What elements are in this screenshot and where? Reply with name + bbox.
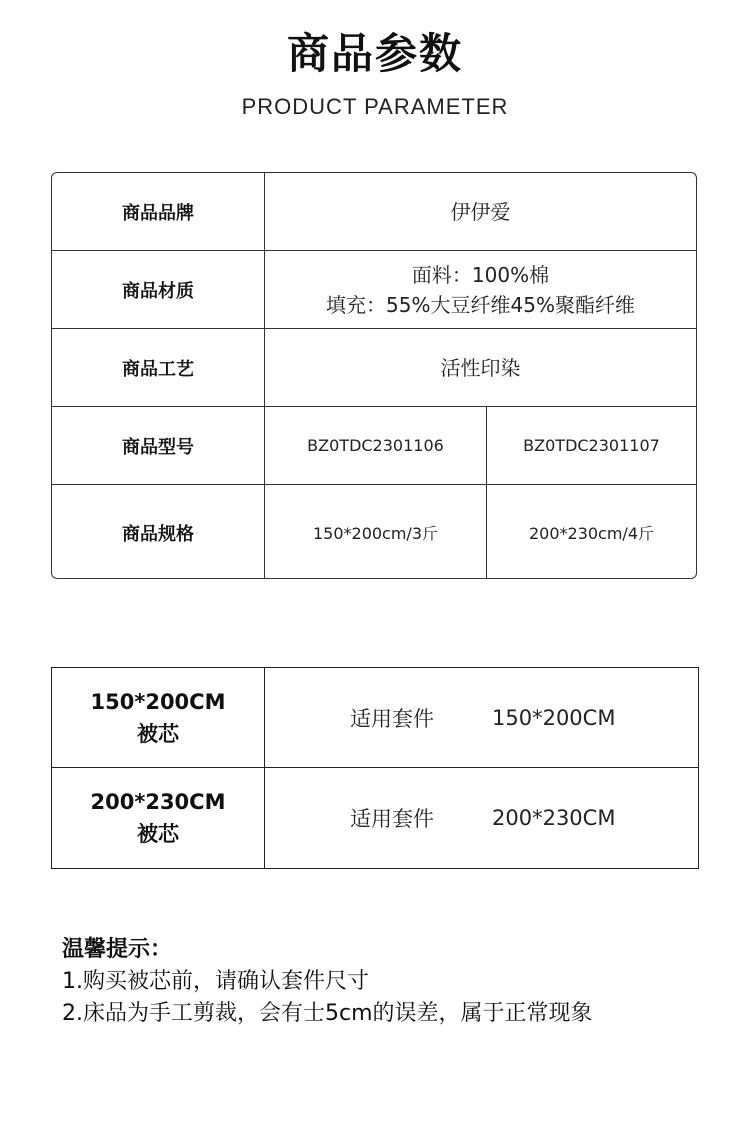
- page-title: 商品参数: [286, 29, 463, 78]
- param-value-craft: 活性印染: [440, 355, 521, 380]
- param-label-model: 商品型号: [52, 407, 265, 484]
- param-value-model-1: BZ0TDC2301106: [265, 407, 487, 484]
- param-value-spec-2: 200*230cm/4斤: [528, 524, 655, 543]
- size-product-name: 被芯: [137, 822, 179, 846]
- size-fit-label: 适用套件: [350, 706, 434, 731]
- param-row-spec: [52, 485, 696, 579]
- size-product-name: 被芯: [137, 721, 179, 746]
- material-fabric: 面料：100%棉: [411, 262, 550, 287]
- param-row-craft: [52, 329, 696, 407]
- size-fit-value: 200*230CM: [492, 806, 616, 830]
- param-label-brand: 商品品牌: [52, 173, 265, 250]
- material-filling: 填充：55%大豆纤维45%聚酯纤维: [326, 292, 635, 317]
- size-label: [52, 668, 265, 767]
- page-subtitle: PRODUCT PARAMETER: [241, 94, 509, 119]
- param-value-material: [265, 251, 696, 328]
- size-fit-value: 150*200CM: [492, 705, 616, 730]
- size-fit-label: 适用套件: [350, 807, 434, 831]
- size-row: [52, 668, 698, 768]
- param-label-craft: 商品工艺: [52, 329, 265, 406]
- param-value-brand: 伊伊爱: [450, 199, 511, 224]
- parameter-table: [51, 172, 697, 579]
- tips-section: [62, 934, 722, 1030]
- size-fit: [265, 768, 698, 868]
- tips-line-1: 1.购买被芯前，请确认套件尺寸: [62, 969, 369, 994]
- tips-title: 温馨提示：: [62, 937, 173, 962]
- size-table: [51, 667, 699, 869]
- tips-line-2: 2.床品为手工剪裁，会有士5cm的误差，属于正常现象: [62, 1001, 593, 1026]
- size-fit: [265, 668, 698, 767]
- size-dimension: 200*230CM: [90, 790, 226, 814]
- param-row-brand: [52, 173, 696, 251]
- size-label: [52, 768, 265, 868]
- size-row: [52, 768, 698, 868]
- param-value-model-2: BZ0TDC2301107: [523, 436, 660, 455]
- param-value-spec-1: 150*200cm/3斤: [265, 485, 487, 579]
- param-row-model: [52, 407, 696, 485]
- size-dimension: 150*200CM: [90, 689, 226, 714]
- param-label-spec: 商品规格: [52, 485, 265, 579]
- param-label-material: 商品材质: [52, 251, 265, 328]
- param-row-material: [52, 251, 696, 329]
